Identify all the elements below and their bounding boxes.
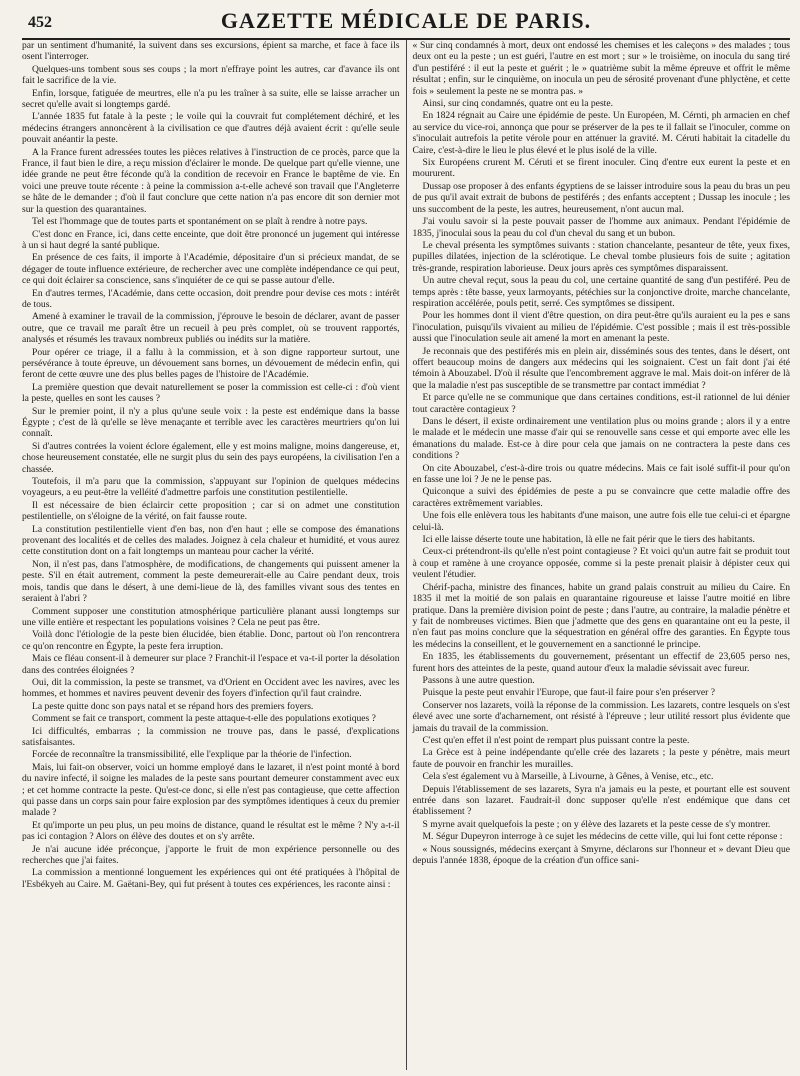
paragraph: Mais ce fléau consent-il à demeurer sur place ? Franchit-il l'espace et va-t-il porter la désolation dans des contrées éloignées ?	[22, 653, 400, 676]
paragraph: La peste quitte donc son pays natal et se répand hors des premiers foyers.	[32, 700, 314, 712]
paragraph: Non, il n'est pas, dans l'atmosphère, de modifications, de changements qui puissent amener la peste. S'il en était autrement, comment la peste demeurerait-elle au Caire pendant deux, trois mois, tandis que dans le désert, à une demi-lieue de là, des familles vivant sous des tentes en seraient à l'abri ?	[22, 558, 400, 605]
paragraph: Conserver nos lazarets, voilà la réponse de la commission. Les lazarets, contre lesquels on s'est élevé avec une sorte d'acharnement, ont résisté à l'épreuve ; leur utilité ressort plus évidente que jamais du travail de la commission.	[412, 699, 790, 734]
left-column	[22, 40, 406, 1070]
paragraph: Depuis l'établissement de ses lazarets, Syra n'a jamais eu la peste, et pourtant elle est souvent entrée dans son lazaret. Faudrait-il donc supposer qu'elle n'est endémique que dans cet établissement ?	[412, 783, 790, 818]
paragraph: S myrne avait quelquefois la peste ; on y élève des lazarets et la peste cesse de s'y montrer.	[422, 818, 771, 830]
paragraph: Je n'ai aucune idée préconçue, j'apporte le fruit de mon expérience personnelle ou des recherches que j'ai faites.	[22, 843, 400, 867]
paragraph: Forcée de reconnaître la transmissibilité, elle l'explique par la théorie de l'infection.	[32, 749, 352, 761]
paragraph: C'est donc en France, ici, dans cette enceinte, que doit être prononcé un jugement qui intéresse à un si haut degré la santé publique.	[22, 228, 400, 251]
paragraph: En 1824 régnait au Caire une épidémie de peste. Un Européen, M. Cérnti, ph armacien en chef au service du vice-roi, annonça que pour se préserver de la pes te il fallait se l'inoculer, comme on s'inoculait autrefois la petite vérole pour en atténuer la gravité. M. Céruti habitait la citadelle du Caire, c'est-à-dire le lieu le plus élevé et le plus isolé de la ville.	[412, 110, 790, 156]
paragraph: Sur le premier point, il n'y a plus qu'une seule voix : la peste est endémique dans la basse Égypte ; c'est de là qu'elle se lève menaçante et terrible avec les caractères meurtriers qu'on lui connaît.	[22, 405, 400, 440]
paragraph: La Grèce est à peine indépendante qu'elle crée des lazarets ; la peste y pénètre, mais meurt faute de pouvoir en franchir les murailles.	[412, 747, 790, 770]
paragraph: Ainsi, sur cinq condamnés, quatre ont eu la peste.	[422, 98, 613, 110]
paragraph: Et qu'importe un peu plus, un peu moins de distance, quand le résultat est le même ? N'y a-t-il pas ici contagion ? Alors on élève des doutes et on s'y arrête.	[22, 819, 400, 843]
paragraph: C'est qu'en effet il n'est point de rempart plus puissant contre la peste.	[422, 734, 690, 746]
paragraph: Six Européens crurent M. Céruti et se firent inoculer. Cinq d'entre eux eurent la peste et en moururent.	[412, 157, 790, 180]
paragraph: Enfin, lorsque, fatiguée de meurtres, elle n'a pu les traîner à sa suite, elle se laisse arracher un secret qu'elle avait si longtemps gardé.	[22, 87, 400, 111]
paragraph: Et parce qu'elle ne se communique que dans certaines conditions, est-il rationnel de lui dénier tout caractère contagieux ?	[412, 392, 790, 415]
paragraph: En 1835, les établissements du gouvernement, présentant un effectif de 23,605 perso nes, furent hors des atteintes de la peste, quand autour d'eux la maladie sévissait avec fureur.	[412, 651, 790, 674]
paragraph: Tel est l'hommage que de toutes parts et spontanément on se plaît à rendre à notre pays.	[32, 216, 368, 228]
page-header	[22, 0, 790, 40]
paragraph: Quiconque a suivi des épidémies de peste a pu se convaincre que cette maladie offre des caractères extrêmement variables.	[412, 486, 790, 509]
paragraph: Mais, lui fait-on observer, voici un homme employé dans le lazaret, il n'est point monté à bord du navire infecté, il soigne les malades de la peste sans pourtant demeurer constamment avec eux ; et cet homme contracte la peste. Qu'est-ce donc, si elle n'est pas contagieuse, que cette affection qui passe dans un corps sain pour faire explosion par des symptômes identiques à ceux du premier malade ?	[22, 761, 400, 819]
paragraph: En d'autres termes, l'Académie, dans cette occasion, doit prendre pour devise ces mots : intérêt de tous.	[22, 287, 400, 310]
paragraph: Amené à examiner le travail de la commission, j'éprouve le besoin de déclarer, avant de passer outre, que ce travail me paraît être un recueil à peu près complet, où se trouvent rapportés, analysés et résumés les travaux nombreux publiés ou inédits sur la matière.	[22, 311, 400, 346]
paragraph: La constitution pestilentielle vient d'en bas, non d'en haut ; elle se compose des émanations provenant des localités et de celles des malades. Joignez à cela chaleur et humidité, et vous aurez cette constitution dont on a fait longtemps un manteau pour cacher la vérité.	[22, 523, 400, 558]
paragraph: Je reconnais que des pestiférés mis en plein air, disséminés sous des tentes, dans le désert, ont offert beaucoup moins de dangers aux médecins qui les soignaient. C'est un fait dont j'ai été témoin à Abouzabel. D'où il résulte que l'encombrement aggrave le mal. Mais doit-on inférer de là que la maladie n'est pas susceptible de se transmettre par contact immédiat ?	[412, 345, 790, 391]
paragraph: J'ai voulu savoir si la peste pouvait passer de l'homme aux animaux. Pendant l'épidémie de 1835, j'inoculai sous la peau du col d'un cheval du sang et un bubon.	[412, 216, 790, 239]
text-columns	[22, 40, 790, 1070]
paragraph: Ici elle laisse déserte toute une habitation, là elle ne fait périr que le tiers des habitants.	[422, 534, 755, 546]
paragraph: M. Ségur Dupeyron interroge à ce sujet les médecins de cette ville, qui lui font cette réponse :	[422, 831, 783, 843]
paragraph: Dans le désert, il existe ordinairement une ventilation plus ou moins grande ; alors il y a entre le malade et le médecin une masse d'air qui se renouvelle sans cesse et qui emporte avec elle les émanations du malade. Est-ce à dire pour cela que jamais on ne contractera la peste dans ces conditions ?	[412, 416, 790, 462]
paragraph: Chérif-pacha, ministre des finances, habite un grand palais construit au milieu du Caire. En 1835 il met la moitié de son palais en quarantaine rigoureuse et laisse l'autre moitié en libre pratique. Dans la première division point de peste ; dans l'autre, au contraire, la maladie pénètre et y fait de nombreuses victimes. Bien que j'admette que des gens en quarantaine ont eu la peste, il n'en faut pas moins conclure que la séquestration en général offre des garanties. En Égypte tous les médecins la conseillent, et le gouvernement en a sanctionné le principe.	[412, 581, 790, 650]
paragraph: On cite Abouzabel, c'est-à-dire trois ou quatre médecins. Mais ce fait isolé suffit-il pour qu'on en fasse une loi ? Je ne le pense pas.	[412, 462, 790, 486]
paragraph: Cela s'est également vu à Marseille, à Livourne, à Gênes, à Venise, etc., etc.	[422, 771, 714, 783]
paragraph: par un sentiment d'humanité, la suivent dans ses excursions, épient sa marche, et face à face ils osent l'interroger.	[22, 40, 400, 63]
paragraph: Quelques-uns tombent sous ses coups ; la mort n'effraye point les autres, car d'avance ils ont fait le sacrifice de la vie.	[22, 63, 400, 87]
paragraph: Si d'autres contrées la voient éclore également, elle y est moins maligne, moins dangereuse, et, chose heureusement constatée, elle ne surgit plus du sein des pays européens, la civilisation l'en a chassée.	[22, 440, 400, 475]
paragraph: Pour les hommes dont il vient d'être question, on dira peut-être qu'ils auraient eu la pes e sans l'inoculation, puisqu'ils vivaient au milieu de l'épidémie. C'est possible ; mais il est très-possible aussi que l'inoculation seule ait amené la mort en amenant la peste.	[412, 310, 790, 345]
paragraph: « Sur cinq condamnés à mort, deux ont endossé les chemises et les caleçons » des malades ; tous deux ont eu la peste ; un est guéri, l'autre en est mort ; sur » le troisième, on inocula du sang tiré d'un pestiféré : il eut la peste et guérit ; le » quatrième subit la même épreuve et offrit le même résultat ; enfin, sur le cinquième, on inocula un peu de sérosité provenant d'une phlyctène, et cette fois » seulement la peste ne se montra pas. »	[412, 40, 790, 97]
paragraph: Puisque la peste peut envahir l'Europe, que faut-il faire pour s'en préserver ?	[422, 687, 715, 699]
page-title: GAZETTE MÉDICALE DE PARIS.	[220, 8, 592, 33]
paragraph: Comment se fait ce transport, comment la peste attaque-t-elle des populations exotiques ?	[32, 713, 376, 725]
paragraph: Une fois elle enlèvera tous les habitants d'une maison, une autre fois elle tue celui-ci et épargne celui-là.	[412, 510, 790, 533]
page-number: 452	[28, 14, 52, 31]
paragraph: En présence de ces faits, il importe à l'Académie, dépositaire d'un si précieux mandat, de se dégager de toute influence extérieure, de rechercher avec une complète indépendance ce qui peut, ce qui doit éclairer sa conscience, sans s'inquiéter de ce qui se passe autour d'elle.	[22, 252, 400, 287]
paragraph: Voilà donc l'étiologie de la peste bien élucidée, bien établie. Donc, partout où l'on rencontrera ce qu'on rencontre en Égypte, la peste fera irruption.	[22, 629, 400, 652]
paragraph: Ici difficultés, embarras ; la commission ne trouve pas, dans le passé, d'explications satisfaisantes.	[22, 725, 400, 748]
paragraph: Oui, dit la commission, la peste se transmet, va d'Orient en Occident avec les navires, avec les hommes, et hommes et navires peuvent devenir des foyers d'infection qu'il faut craindre.	[22, 676, 400, 700]
header-rule	[22, 38, 790, 40]
paragraph: Ceux-ci prétendront-ils qu'elle n'est point contagieuse ? Et voici qu'un autre fait se produit tout à coup et ramène à une croyance opposée, comme si la peste prenait plaisir à dépister ceux qui veulent l'étudier.	[412, 546, 790, 581]
paragraph: Le cheval présenta les symptômes suivants : station chancelante, pesanteur de tête, yeux fixes, pupilles dilatées, injection de la sclérotique. Le cheval tombe plusieurs fois de suite ; agitation très-grande, respiration laborieuse. Deux jours après ces symptômes disparaissent.	[412, 239, 790, 274]
paragraph: A la France furent adressées toutes les pièces relatives à l'instruction de ce procès, parce que la France, il faut bien le dire, a reçu mission d'éclairer le monde. De quelque part qu'elle vienne, une idée grande ne peut être féconde qu'à la condition de recevoir en France le baptême de vie. En voici une preuve toute récente : à peine la commission a-t-elle achevé son travail que l'Angleterre se hâte de le demander ; d'où il faut conclure que cette nation n'a pas encore dit son dernier mot sur la question des quarantaines.	[22, 146, 400, 215]
paragraph: « Nous soussignés, médecins exerçant à Smyrne, déclarons sur l'honneur et » devant Dieu que depuis l'année 1838, époque de la création d'un office sani-	[412, 843, 790, 867]
paragraph: La commission a mentionné longuement les expériences qui ont été pratiquées à l'hôpital de l'Esbékyeh au Caire. M. Gaëtani-Bey, qui fut présent à toutes ces expériences, les raconte ainsi :	[22, 867, 400, 890]
paragraph: Dussap ose proposer à des enfants égyptiens de se laisser introduire sous la peau du bras un peu de pus qu'il avait extrait de bubons de pestiférés ; des enfants acceptent ; Dussap les inocule ; les uns succombent de la peste, les autres, heureusement, n'ont aucun mal.	[412, 180, 790, 215]
paragraph: Comment supposer une constitution atmosphérique particulière planant aussi longtemps sur une ville entière et respectant les populations voisines ? Cela ne peut pas être.	[22, 605, 400, 628]
paragraph: Passons à une autre question.	[422, 674, 535, 686]
paragraph: Un autre cheval reçut, sous la peau du col, une certaine quantité de sang d'un pestiféré. Peu de temps après : tête basse, yeux larmoyants, pétéchies sur la conjonctive droite, marche chancelante, respiration accélérée, pouls petit, serré. Ces symptômes se dissipent.	[412, 275, 790, 309]
paragraph: La première question que devait naturellement se poser la commission est celle-ci : d'où vient la peste, quelles en sont les causes ?	[22, 381, 400, 405]
paragraph: L'année 1835 fut fatale à la peste ; le voile qui la couvrait fut complétement déchiré, et les médecins étrangers annoncèrent à la civilisation ce que d'autres déjà avaient écrit : qu'elle seule pouvait anéantir la peste.	[22, 111, 400, 146]
right-column	[406, 40, 791, 1070]
paragraph: Toutefois, il m'a paru que la commission, s'appuyant sur l'opinion de quelques médecins voyageurs, a eu peut-être la velléité d'admettre parfois une constitution pestilentielle.	[22, 476, 400, 499]
paragraph: Pour opérer ce triage, il a fallu à la commission, et à son digne rapporteur surtout, une persévérance à toute épreuve, un dévouement sans bornes, un dévouement de médecin enfin, qui feront de cette œuvre une des plus belles pages de l'histoire de l'Académie.	[22, 346, 400, 381]
paragraph: Il est nécessaire de bien éclaircir cette proposition ; car si on admet une constitution pestilentielle, on s'éloigne de la vérité, on fait fausse route.	[22, 499, 400, 523]
